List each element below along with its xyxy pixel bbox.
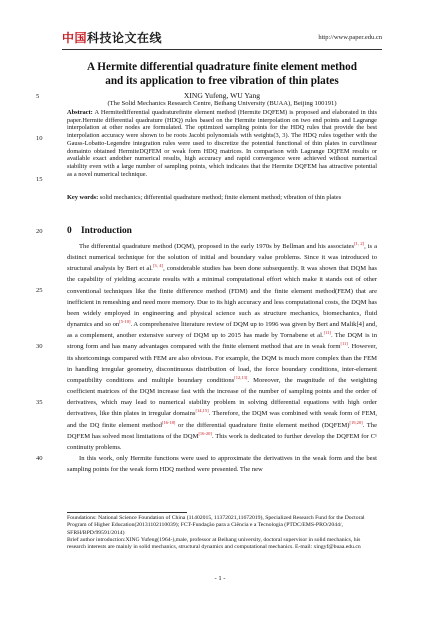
text-run: , is a distinct numerical technique for the solution of initial and boundary value problems. Since it was introduced to structural analysis by Bert et al. <box>67 243 377 273</box>
logo-black-text: 科技论文在线 <box>87 31 163 45</box>
footnote-author-intro: Brief author introduction:XING Yufeng(1964-),male, professor at Beihang university, doctoral supervisor in solid mechanics, his research interests are mainly in solid mechanics, structural dynamics and computational mechanics. E-mail: xingyf@buaa.edu.cn <box>67 536 361 551</box>
page-header <box>62 30 382 48</box>
citation[interactable]: [11] <box>323 330 331 336</box>
line-number: 5 <box>36 93 40 100</box>
body-text <box>67 241 377 475</box>
citation[interactable]: [11] <box>340 341 348 347</box>
paper-title <box>62 60 382 88</box>
citation[interactable]: [16-20] <box>198 430 212 436</box>
title-line-1: A Hermite differential quadrature finite element method <box>87 61 357 73</box>
site-logo <box>62 30 162 46</box>
line-number: 10 <box>36 135 43 142</box>
text-run: . The DQM is in strong form and has many advantages compared with the finite element method that are in weak form <box>67 332 377 351</box>
footnote <box>67 515 377 551</box>
citation[interactable]: [19,20] <box>349 419 363 425</box>
text-run: . This work is dedicated to further develop the DQFEM for C¹ continuity problems. <box>67 432 377 451</box>
title-line-2: and its application to free vibration of thin plates <box>105 75 339 87</box>
text-run: . Moreover, the magnitude of the weighting coefficient matrices of the DQM increase fast with the increase of the number of sampling points and the order of derivatives, which may lead to numerical stability problem in solving differential equations with high order derivatives, like thin plates in irregular domains <box>67 376 377 418</box>
keywords <box>67 194 377 202</box>
line-number: 35 <box>36 399 43 406</box>
paper-affiliation: (The Solid Mechanics Research Centre, Beihang University (BUAA), Beijing 100191) <box>107 100 337 107</box>
paper-authors: XING Yufeng, WU Yang <box>183 91 261 100</box>
keywords-label: Key words: <box>67 194 99 201</box>
citation[interactable]: [3, 4] <box>152 263 164 269</box>
footnote-foundations: Foundations: National Science Foundation of China (11402015, 11372021,11672019), Specialized Research Fund for the Doctoral Program of Higher Education(20131102110039); FCT-Fundação para a Ciência e a Tecnologia (PTDC/EMS-PRO/2044/, SFRH/BPD/99591/2014) <box>67 515 365 536</box>
citation[interactable]: [16-18] <box>161 419 176 425</box>
text-run: . A comprehensive literature review of DQM up to 1996 was given by Bert and Malik[4] and, as a complement, another extensive survey of DQM up to 2015 has made by Tornabene et al. <box>67 321 377 340</box>
paragraph: In this work, only Hermite functions were used to approximate the derivatives in the weak form and the best sampling points for the weak form HDQ method were presented. The new <box>67 454 377 474</box>
logo-red-text: 中国 <box>62 31 88 45</box>
citation[interactable]: [12,13] <box>234 374 248 380</box>
abstract <box>67 109 377 178</box>
line-number: 25 <box>36 287 43 294</box>
footnote-divider <box>67 512 187 513</box>
section-title: Introduction <box>81 226 132 236</box>
citation[interactable]: [1, 2] <box>354 240 365 246</box>
section-number: 0 <box>67 226 72 236</box>
page-number: - 1 - <box>214 575 226 582</box>
text-run: . The DQFEM has solved most limitations of the DQM <box>67 421 377 440</box>
line-number: 20 <box>36 228 43 235</box>
text-run: or the differential quadrature finite element method (DQFEM) <box>175 421 350 429</box>
citation[interactable]: [14,15] <box>195 408 209 414</box>
line-number: 15 <box>36 176 43 183</box>
text-run: The differential quadrature method (DQM), proposed in the early 1970s by Bellman and his associates <box>79 243 355 250</box>
abstract-label: Abstract: <box>67 109 93 116</box>
line-number: 30 <box>36 343 43 350</box>
keywords-text: solid mechanics; differential quadrature method; finite element method; vibration of thin plates <box>99 194 342 201</box>
paragraph <box>67 241 377 453</box>
line-number: 40 <box>36 455 43 462</box>
abstract-text: A Hermitedifferential quadraturefinite element method (Hermite DQFEM) is proposed and elaborated in this paper.Hermite differential quadrature (HDQ) rules based on the Hermite interpolation on two end points and Lagrange interpolation at other nodes are formulated. The optimized sampling points for the HDQ rules that provide the best interpolation accuracy were shown to be roots Jacobi polynomials with weights(3, 3). The HDQ rules together with the Gauss-Lobatto-Legendre integration rules were used to discretize the potential functional of thin plates in curvilinear domainto obtained HermiteDQFEM or weak form HDQ matrices. In comparison with Lagrange DQFEM results or available exact andother numerical results, high accuracy and rapid convergence were achieved without numerical stability even with a large number of sampling points, which indicates that the Hermite DQFEM has attractive potential as a novel numerical technique. <box>67 109 377 178</box>
text-run: . However, its shortcomings compared with FEM are also obvious. For example, the DQM is much more complex than the FEM in handling irregular geometry, discontinuous distribution of load, the force boundary conditions, inter-element compatibility conditions and multiple boundary conditions <box>67 343 377 384</box>
text-run: , considerable studies has been done subsequently. It was shown that DQM has the capability of yielding accurate results with a minimal computational effort which make it stands out of other conventional techniques like the finite difference method (FDM) and the finite element method(FEM) that are inefficient in remeshing and need more memory. Due to its high accuracy and less computational costs, the DQM has been widely employed in engineering and physical science such as structure mechanics, biomechanics, fluid dynamics and so on <box>67 265 378 329</box>
header-divider <box>62 49 382 50</box>
citation[interactable]: [5-10] <box>119 318 131 324</box>
section-heading <box>67 226 132 236</box>
text-run: . Therefore, the DQM was combined with weak form of FEM, and the DQ finite element method <box>67 410 378 429</box>
site-url[interactable]: http://www.paper.edu.cn <box>318 34 382 41</box>
